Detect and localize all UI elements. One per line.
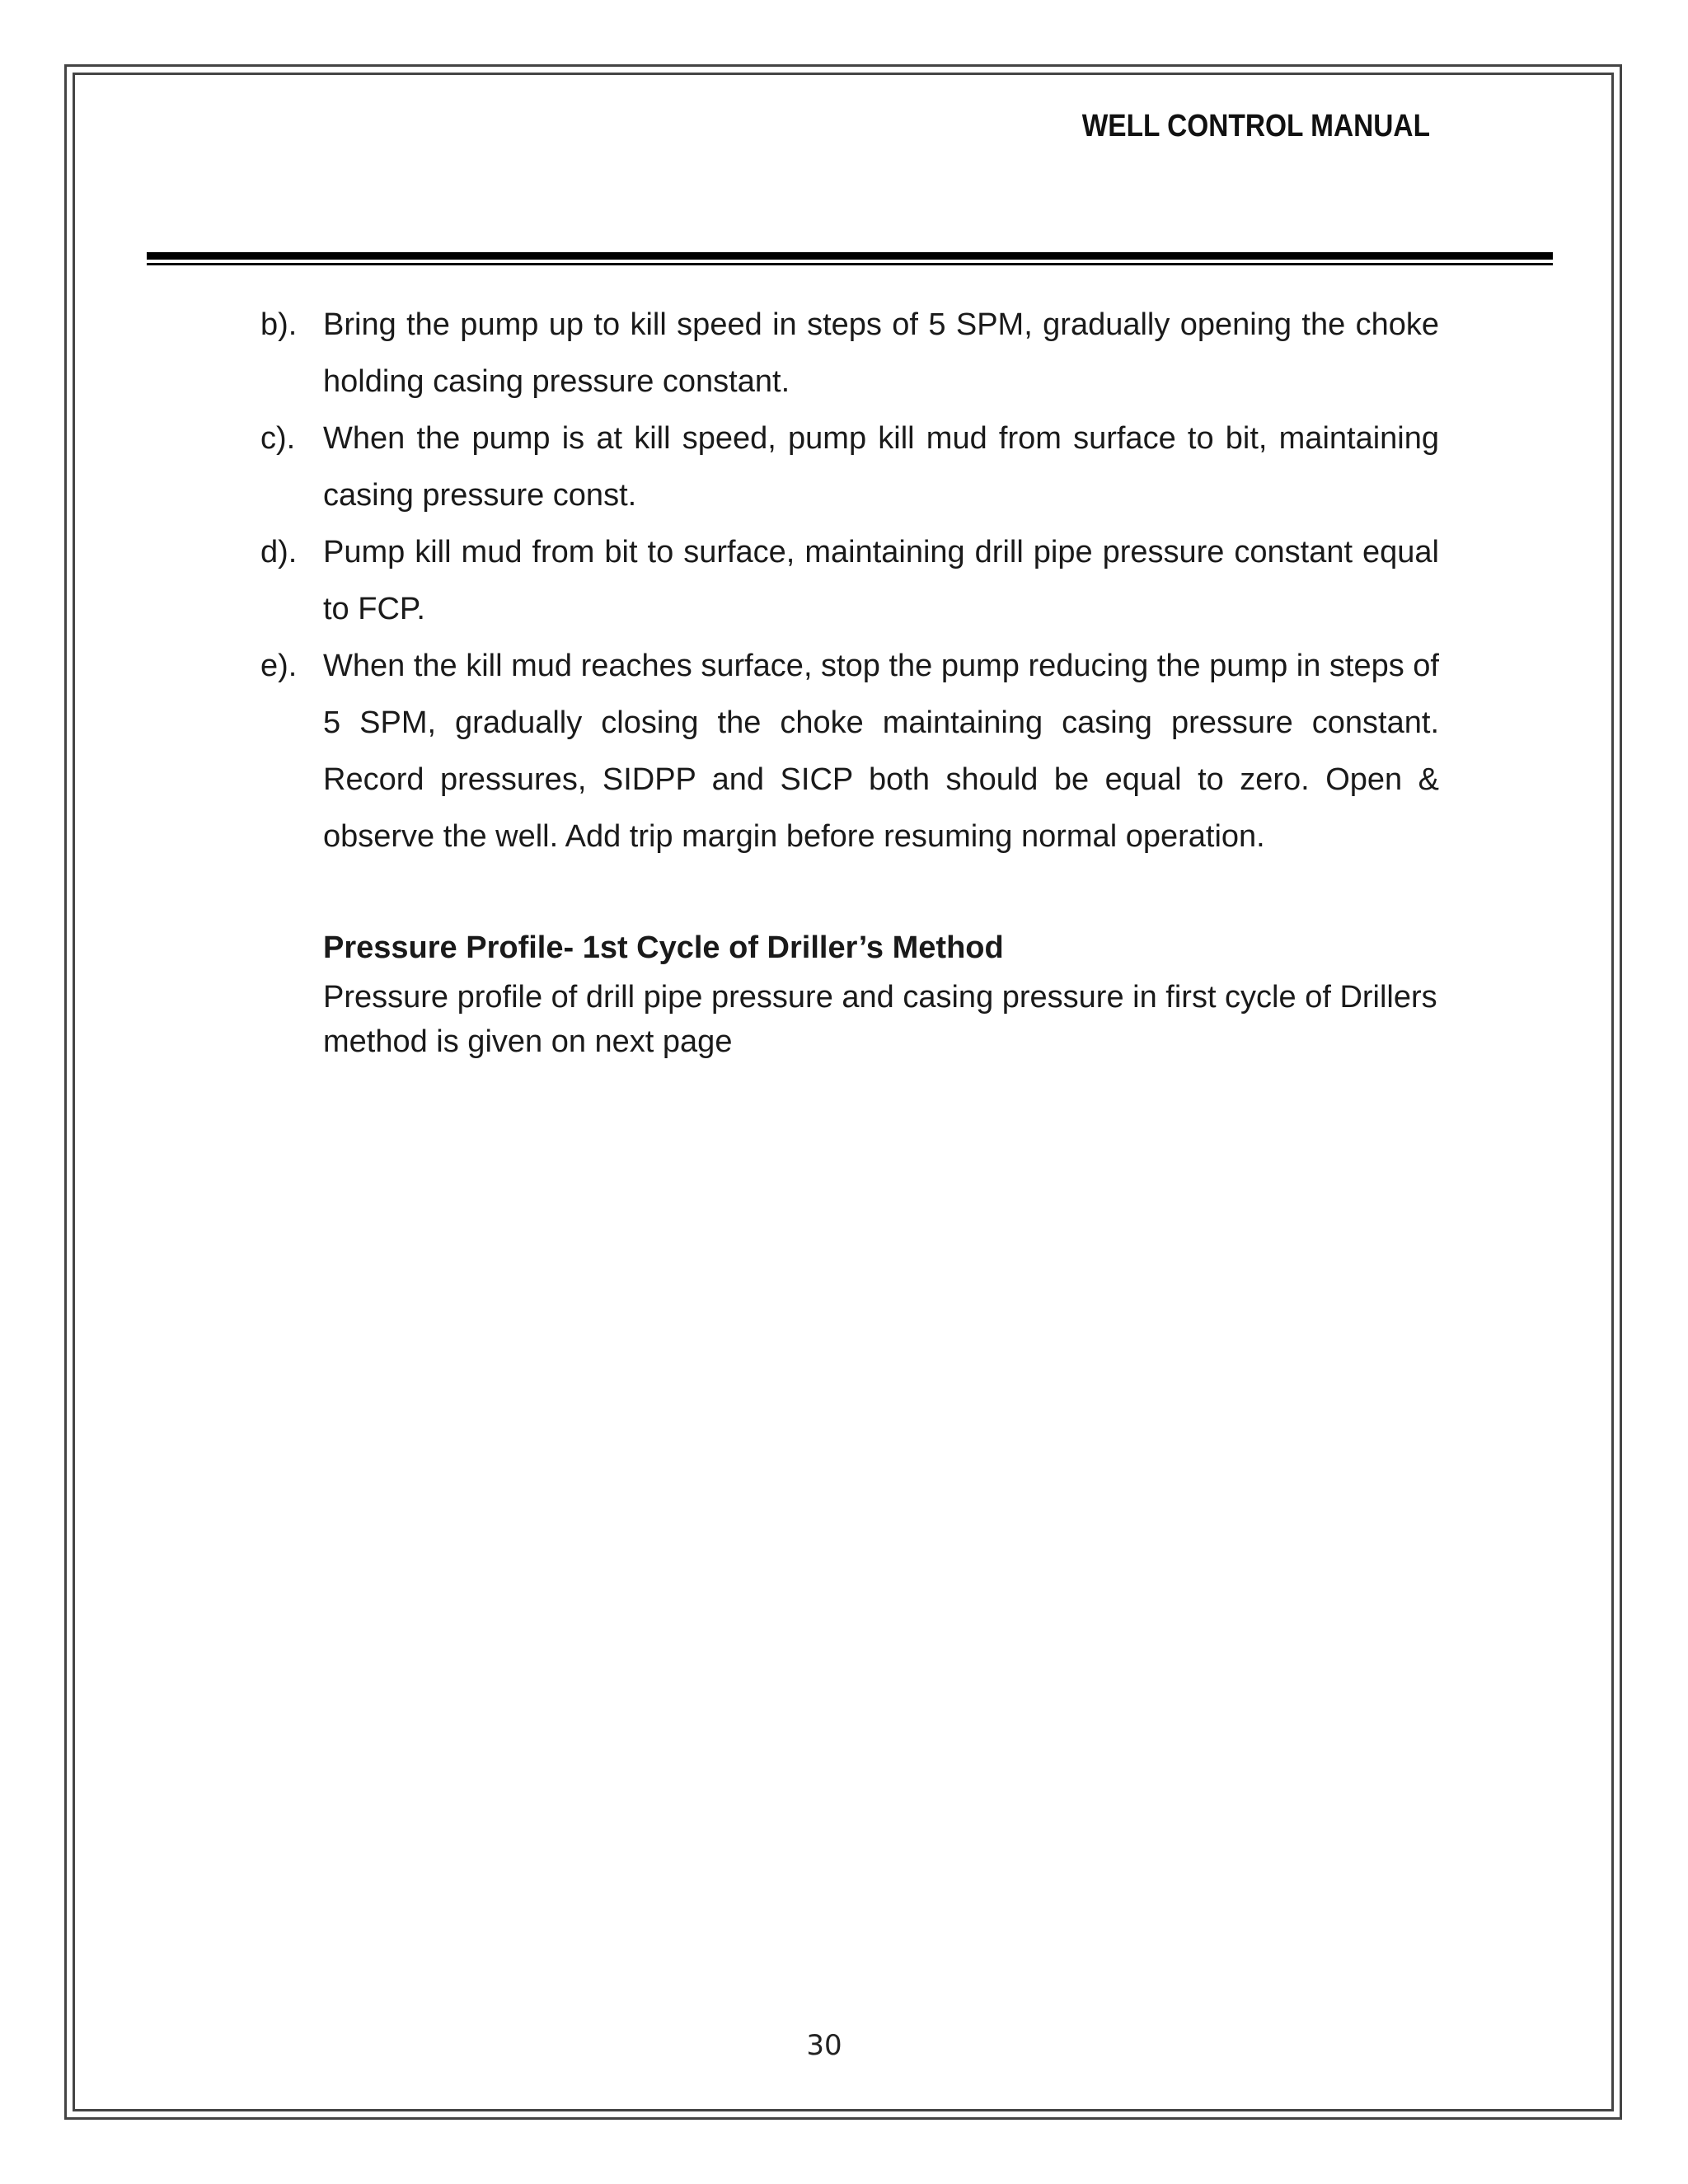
section-body: Pressure profile of drill pipe pressure and casing pressure in first cycle of Drillers method is given on next page xyxy=(323,980,1437,1059)
step-text: When the kill mud reaches surface, stop the pump reducing the pump in steps of 5 SPM, gradually closing the choke maintaining casing pressure constant. Record pressures, SIDPP and SICP both should be equal to zero. Open & observe the well. Add trip margin before resuming normal operation. xyxy=(323,649,1439,854)
procedure-steps xyxy=(260,297,1465,865)
pressure-profile-section xyxy=(323,927,1461,1064)
step-text: Pump kill mud from bit to surface, maintaining drill pipe pressure constant equal to FCP. xyxy=(323,535,1439,626)
step-d xyxy=(260,524,1447,638)
section-heading: Pressure Profile- 1st Cycle of Driller’s Method xyxy=(323,930,1004,965)
step-marker: d). xyxy=(260,535,298,569)
step-marker: c). xyxy=(260,421,296,456)
step-c xyxy=(260,410,1465,524)
step-text: Bring the pump up to kill speed in steps of 5 SPM, gradually opening the choke holding casing pressure constant. xyxy=(323,307,1439,399)
header-rule-thick xyxy=(147,252,1553,260)
step-e xyxy=(260,638,1447,865)
step-marker: e). xyxy=(260,649,298,683)
page-number: 30 xyxy=(806,2029,842,2062)
step-b xyxy=(260,297,1447,410)
step-text: When the pump is at kill speed, pump kill mud from surface to bit, maintaining casing pressure const. xyxy=(323,421,1465,513)
running-header: WELL CONTROL MANUAL xyxy=(1081,109,1430,143)
header-rule-thin xyxy=(147,263,1553,265)
step-marker: b). xyxy=(260,307,298,342)
